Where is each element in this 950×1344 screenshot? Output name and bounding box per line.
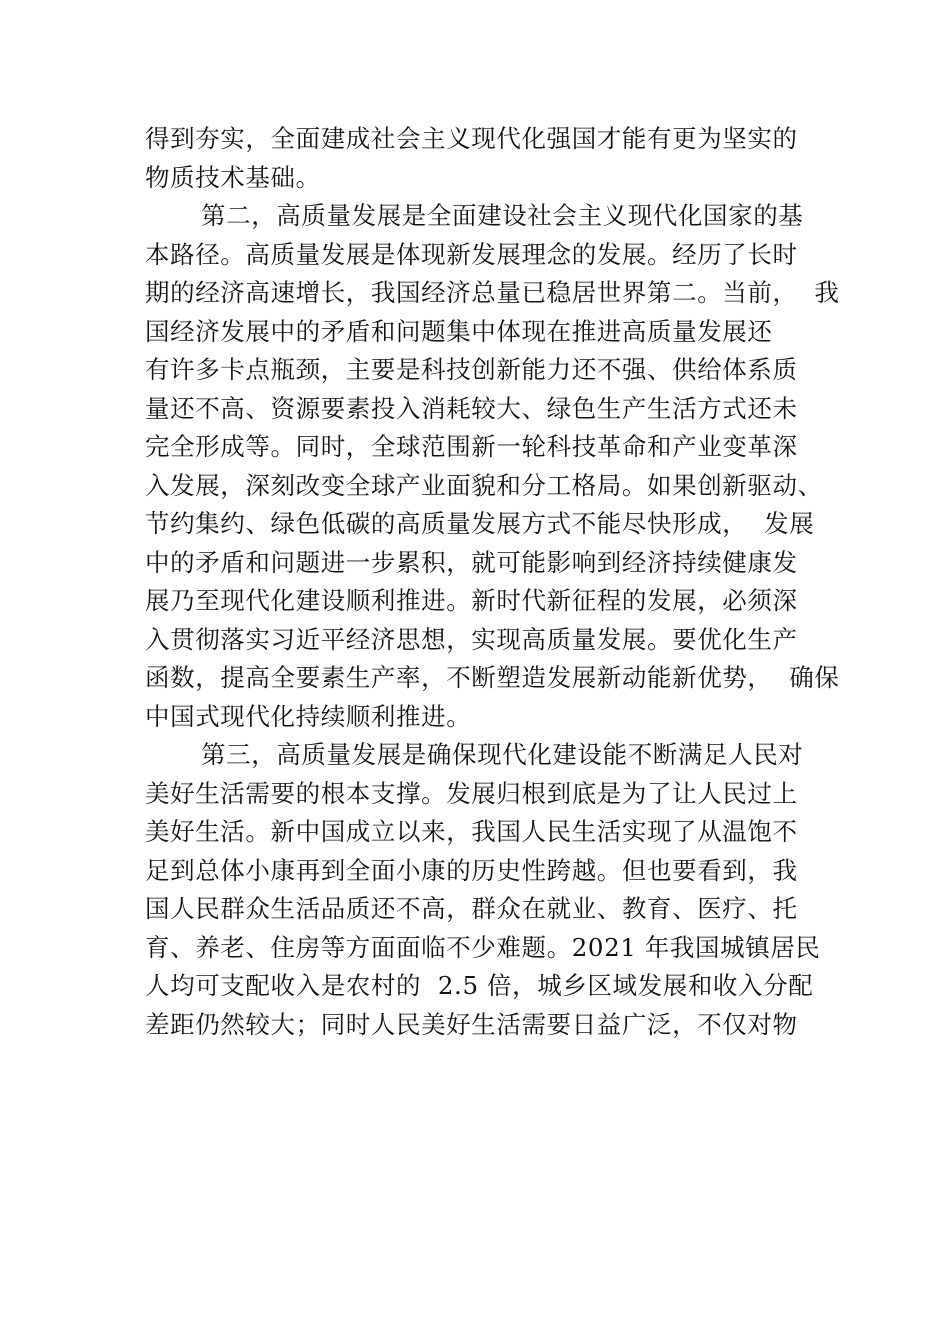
text-line: 美好生活需要的根本支撑。发展归根到底是为了让人民过上 [145,778,798,808]
text-line: 国人民群众生活品质还不高，群众在就业、教育、医疗、托 [145,894,798,923]
text-line: 差距仍然较大；同时人民美好生活需要日益广泛，不仅对物 [145,1009,798,1039]
text-line: 中的矛盾和问题进一步累积，就可能影响到经济持续健康发 [145,547,798,577]
text-line: 人均可支配收入是农村的 2.5 倍，城乡区域发展和收入分配 [145,971,814,1000]
text-line: 育、养老、住房等方面面临不少难题。2021 年我国城镇居民 [145,932,821,962]
text-line: 美好生活。新中国成立以来，我国人民生活实现了从温饱不 [145,817,798,846]
text-line: 期的经济高速增长，我国经济总量已稳居世界第二。当前， 我 [145,278,840,307]
text-line: 中国式现代化持续顺利推进。 [145,701,472,731]
paragraph-start-line: 第三，高质量发展是确保现代化建设能不断满足人民对 [201,740,804,769]
document-body [145,120,840,1044]
text-line: 入发展，深刻改变全球产业面貌和分工格局。如果创新驱动、 [145,470,823,500]
text-line: 完全形成等。同时，全球范围新一轮科技革命和产业变革深 [145,432,798,461]
text-line: 节约集约、绿色低碳的高质量发展方式不能尽快形成， 发展 [145,509,815,538]
text-line: 物质技术基础。 [145,162,321,192]
text-line: 函数，提高全要素生产率，不断塑造发展新动能新优势， 确保 [145,663,840,692]
text-line: 有许多卡点瓶颈，主要是科技创新能力还不强、供给体系质 [145,355,798,384]
text-line: 量还不高、资源要素投入消耗较大、绿色生产生活方式还未 [145,393,798,423]
text-line: 展乃至现代化建设顺利推进。新时代新征程的发展，必须深 [145,586,798,615]
paragraph-start-line: 第二，高质量发展是全面建设社会主义现代化国家的基 [201,201,804,230]
text-line: 入贯彻落实习近平经济思想，实现高质量发展。要优化生产 [145,624,798,654]
text-line: 本路径。高质量发展是体现新发展理念的发展。经历了长时 [145,239,798,269]
text-line: 足到总体小康再到全面小康的历史性跨越。但也要看到，我 [145,855,798,885]
text-line: 国经济发展中的矛盾和问题集中体现在推进高质量发展还 [145,316,773,346]
text-line: 得到夯实，全面建成社会主义现代化强国才能有更为坚实的 [145,124,798,153]
